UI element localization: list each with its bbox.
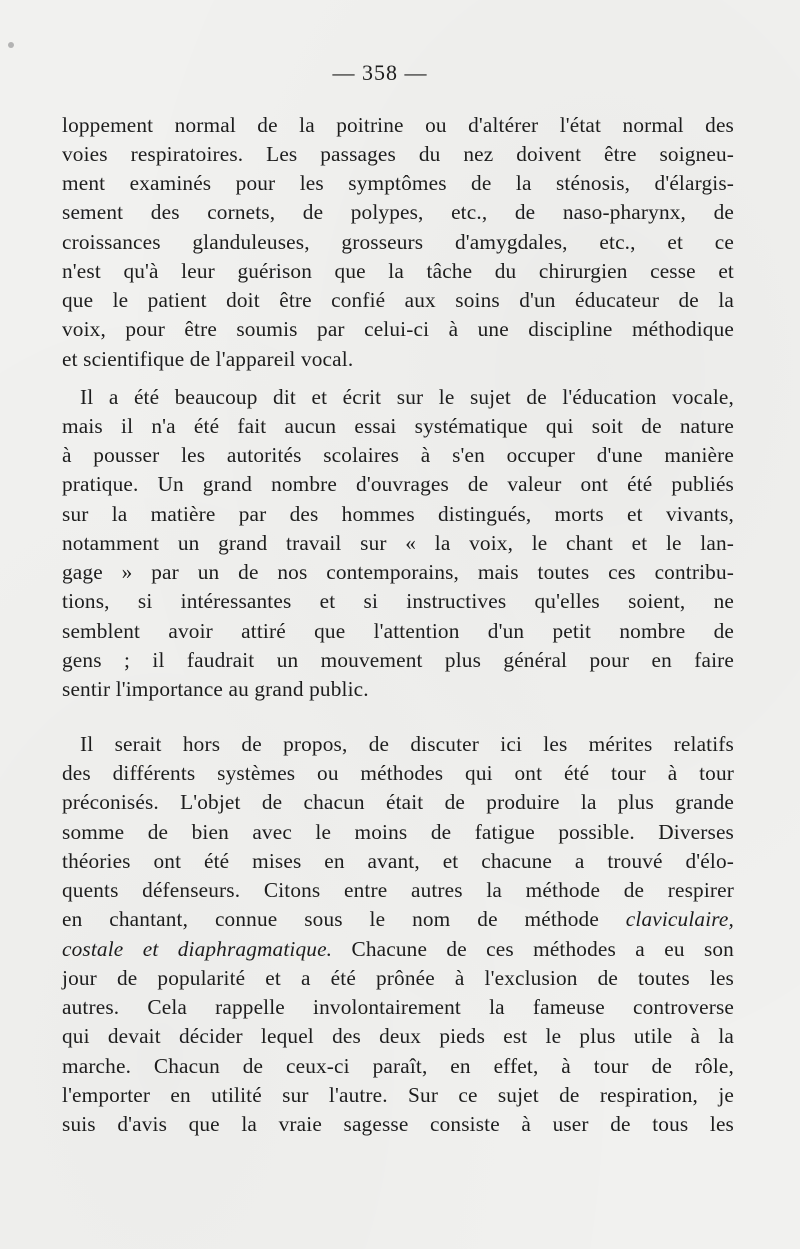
paragraph-first-line: Il a été beaucoup dit et écrit sur le sujet de l'éducation vocale, xyxy=(80,385,734,409)
text-line: qui devait décider lequel des deux pieds est le plus utile à la xyxy=(62,1024,734,1048)
page-number: — 358 — xyxy=(332,60,428,85)
text-line: somme de bien avec le moins de fatigue possible. Diverses xyxy=(62,820,734,844)
text-line: n'est qu'à leur guérison que la tâche du chirurgien cesse et xyxy=(62,259,734,283)
text-line: préconisés. L'objet de chacun était de produire la plus grande xyxy=(62,790,734,814)
text-line: ment examinés pour les symptômes de la sténosis, d'élargis- xyxy=(62,171,734,195)
italic-term: costale et diaphragmatique. xyxy=(62,937,333,961)
text-line: que le patient doit être confié aux soins d'un éducateur de la xyxy=(62,288,734,312)
text-line: croissances glanduleuses, grosseurs d'amygdales, etc., et ce xyxy=(62,230,734,254)
text-line: autres. Cela rappelle involontairement la fameuse controverse xyxy=(62,995,734,1019)
text-line: marche. Chacun de ceux-ci paraît, en effet, à tour de rôle, xyxy=(62,1054,734,1078)
text-line: voix, pour être soumis par celui-ci à une discipline méthodique xyxy=(62,317,734,341)
text-line: sentir l'importance au grand public. xyxy=(62,677,369,701)
paragraph-first-line: Il serait hors de propos, de discuter ici les mérites relatifs xyxy=(80,732,734,756)
text-line: mais il n'a été fait aucun essai systématique qui soit de nature xyxy=(62,414,734,438)
text-line: gens ; il faudrait un mouvement plus général pour en faire xyxy=(62,648,734,672)
text-line: gage » par un de nos contemporains, mais toutes ces contribu- xyxy=(62,560,734,584)
text-line: théories ont été mises en avant, et chacune a trouvé d'élo- xyxy=(62,849,734,873)
text-line: suis d'avis que la vraie sagesse consiste à user de tous les xyxy=(62,1112,734,1136)
text-line: jour de popularité et a été prônée à l'exclusion de toutes les xyxy=(62,966,734,990)
text-line: des différents systèmes ou méthodes qui ont été tour à tour xyxy=(62,761,734,785)
paper-speck xyxy=(8,42,14,48)
text-line-mixed xyxy=(62,904,734,934)
text-line: quents défenseurs. Citons entre autres la méthode de respirer xyxy=(62,878,734,902)
text-line: et scientifique de l'appareil vocal. xyxy=(62,347,354,371)
text-line: loppement normal de la poitrine ou d'altérer l'état normal des xyxy=(62,113,734,137)
text-line: sement des cornets, de polypes, etc., de naso-pharynx, de xyxy=(62,200,734,224)
text-line: à pousser les autorités scolaires à s'en occuper d'une manière xyxy=(62,443,734,467)
text-line: voies respiratoires. Les passages du nez doivent être soigneu- xyxy=(62,142,734,166)
text-line: semblent avoir attiré que l'attention d'un petit nombre de xyxy=(62,619,734,643)
text-line: pratique. Un grand nombre d'ouvrages de valeur ont été publiés xyxy=(62,472,734,496)
text-line: tions, si intéressantes et si instructives qu'elles soient, ne xyxy=(62,589,734,613)
text-line: notamment un grand travail sur « la voix, le chant et le lan- xyxy=(62,531,734,555)
text-line: sur la matière par des hommes distingués, morts et vivants, xyxy=(62,502,734,526)
text-segment: en chantant, connue sous le nom de méthode xyxy=(62,907,599,931)
italic-term: claviculaire, xyxy=(625,907,734,931)
text-line-mixed xyxy=(62,934,734,964)
text-line: l'emporter en utilité sur l'autre. Sur ce sujet de respiration, je xyxy=(62,1083,734,1107)
text-segment: Chacune de ces méthodes a eu son xyxy=(351,937,734,961)
